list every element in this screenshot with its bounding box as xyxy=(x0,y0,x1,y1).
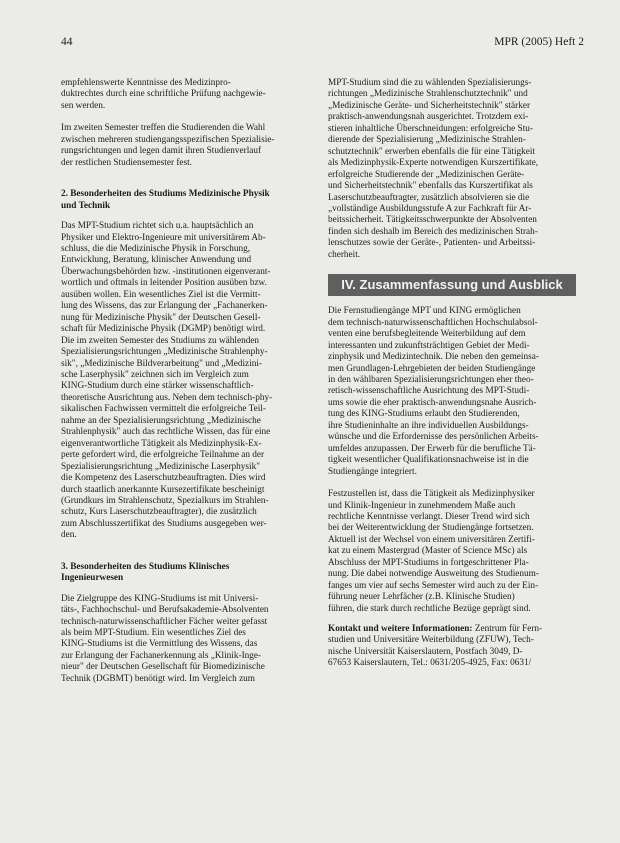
paragraph: empfehlenswerte Kenntnisse des Medizinpro- duktrechtes durch eine schriftliche Prüfung nachgewie- sen werden. xyxy=(61,78,266,111)
contact-paragraph xyxy=(328,624,576,670)
section-heading-2: 2. Besonderheiten des Studiums Medizinische Physik und Technik xyxy=(61,189,270,211)
paragraph: Die Fernstudiengänge MPT und KING ermöglichen dem technisch-naturwissenschaftlichen Hochschulabsol- venten eine berufsbegleitende Weiterbildung auf dem interessanten und zukunftsträchtigen Gebiet der Medi- zinphysik und Medizintechnik. Die neben den gemeinsa- men Grundlagen-Lehrgebieten der beiden Studiengänge in den wählbaren Spezialisierungsrichtungen eher theo- retisch-wissenschaftliche Ausrichtung des MPT-Studi- ums sowie die eher praktisch-anwendungsnahe Ausrich- tung des KING-Studiums erlaubt den Studierenden, ihre Studieninhalte an ihre individuellen Ausbildungs- wünsche und die Erfordernisse des persönlichen Arbeits- umfeldes anzupassen. Der Erwerb für die berufliche Tä- tigkeit wesentlicher Qualifikationsnachweise ist in die Studiengänge integriert. xyxy=(328,306,539,477)
left-column xyxy=(61,78,309,685)
paragraph: Das MPT-Studium richtet sich u.a. hauptsächlich an Physiker und Elektro-Ingenieure mit universitärem Ab- schluss, die die Medizinische Physik in Forschung, Entwicklung, Beratung, klinischer Anwendung und Überwachungsbehörden bzw. -institutionen eigenverant- wortlich und oftmals in leitender Position ausüben bzw. ausüben wollen. Ein wesentliches Ziel ist die Vermitt- lung des Wissens, das zur Erlangung der „Fachanerken- nung für Medizinische Physik" der Deutschen Gesell- schaft für Medizinische Physik (DGMP) benötigt wird. Die im zweiten Semester des Studiums zu wählenden Spezialisierungsrichtungen „Medizinische Strahlenphy- sik", „Medizinische Bildverarbeitung" und „Medizini- sche Laserphysik" zeichnen sich im Vergleich zum KING-Studium durch eine stärker wissenschaftlich- theoretische Ausrichtung aus. Neben dem technisch-phy- sikalischen Fachwissen vermittelt die erfolgreiche Teil- nahme an der Spezialisierungsrichtung „Medizinische Strahlenphysik" auch das rechtliche Wissen, das für eine eigenverantwortliche Tätigkeit als Medizinphysik-Ex- perte gefordert wird, die erfolgreiche Teilnahme an der Spezialisierungsrichtung „Medizinische Laserphysik" die Kompetenz des Laserschutzbeauftragten. Dies wird durch staatlich anerkannte Kursezertifikate bescheinigt (Grundkurs im Strahlenschutz, Spezialkurs im Strahlen- schutz, Kurs Laserschutzbeauftragter), die zusätzlich zum Abschlusszertifikat des Studiums ausgegeben wer- den. xyxy=(61,221,273,541)
page-number: 44 xyxy=(61,36,73,48)
paragraph: Festzustellen ist, dass die Tätigkeit als Medizinphysiker und Klinik-Ingenieur in zunehmendem Maße auch rechtliche Kenntnisse verlangt. Dieser Trend wird sich bei der Weiterentwicklung der Studiengänge fortsetzen. Aktuell ist der Wechsel von einem universitären Zertifi- kat zu einem Mastergrad (Master of Science MSc) als Abschluss der MPT-Studiums in fortgeschrittener Pla- nung. Die dabei notwendige Ausweitung des Studienum- fanges um vier auf sechs Semester wird auch zu der Ein- führung neuer Lehrfächer (z.B. Klinische Studien) führen, die stark durch rechtliche Bezüge geprägt sind. xyxy=(328,489,539,614)
right-column xyxy=(328,78,576,670)
paragraph: MPT-Studium sind die zu wählenden Spezialisierungs- richtungen „Medizinische Strahlenschutztechnik" und „Medizinische Geräte- und Sicherheitstechnik" stärker praktisch-anwendungsnah ausgerichtet. Trotzdem exi- stieren inhaltliche Überschneidungen: erfolgreiche Stu- dierende der Spezialisierung „Medizinische Strahlen- schutztechnik" erwerben ebenfalls die für eine Tätigkeit als Medizinphysik-Experte notwendigen Kurszertifikate, erfolgreiche Studierende der „Medizinischen Geräte- und Sicherheitstechnik" ebenfalls das Kurszertifikat als Laserschutzbeauftragter, zusätzlich absolvieren sie die „vollständige Ausbildungsstufe A zur Fachkraft für Ar- beitssicherheit. Tätigkeitsschwerpunkte der Absolventen finden sich deshalb im Bereich des medizinischen Strah- lenschutzes sowie der Geräte-, Patienten- und Arbeitssi- cherheit. xyxy=(328,78,539,260)
contact-lead: Kontakt und weitere Informationen: xyxy=(328,624,473,635)
contact-text: Zentrum für Fern- studien und Universitäre Weiterbildung (ZFUW), Tech- nische Universität Kaiserslautern, Postfach 3049, D- 67653 Kaiserslautern, Tel.: 0631/205-4925, Fax: 0631/ xyxy=(328,624,543,669)
running-head: MPR (2005) Heft 2 xyxy=(494,36,584,48)
paragraph: Die Zielgruppe des KING-Studiums ist mit Universi- täts-, Fachhochschul- und Berufsakademie-Absolventen technisch-naturwissenschaftlicher Fächer weiter gefasst als beim MPT-Studium. Ein wesentliches Ziel des KING-Studiums ist die Vermittlung des Wissens, das zur Erlangung der Fachanerkennung als „Klinik-Inge- nieur" der Deutschen Gesellschaft für Biomedizinische Technik (DGBMT) benötigt wird. Im Vergleich zum xyxy=(61,593,269,684)
section-title-band: IV. Zusammenfassung und Ausblick xyxy=(328,274,576,296)
paragraph: Im zweiten Semester treffen die Studierenden die Wahl zwischen mehreren studiengangsspezifischen Spezialisie- rungsrichtungen und legen damit ihren Studienverlauf der restlichen Studiensemester fest. xyxy=(61,123,275,168)
section-heading-3: 3. Besonderheiten des Studiums Klinisches Ingenieurwesen xyxy=(61,561,230,584)
